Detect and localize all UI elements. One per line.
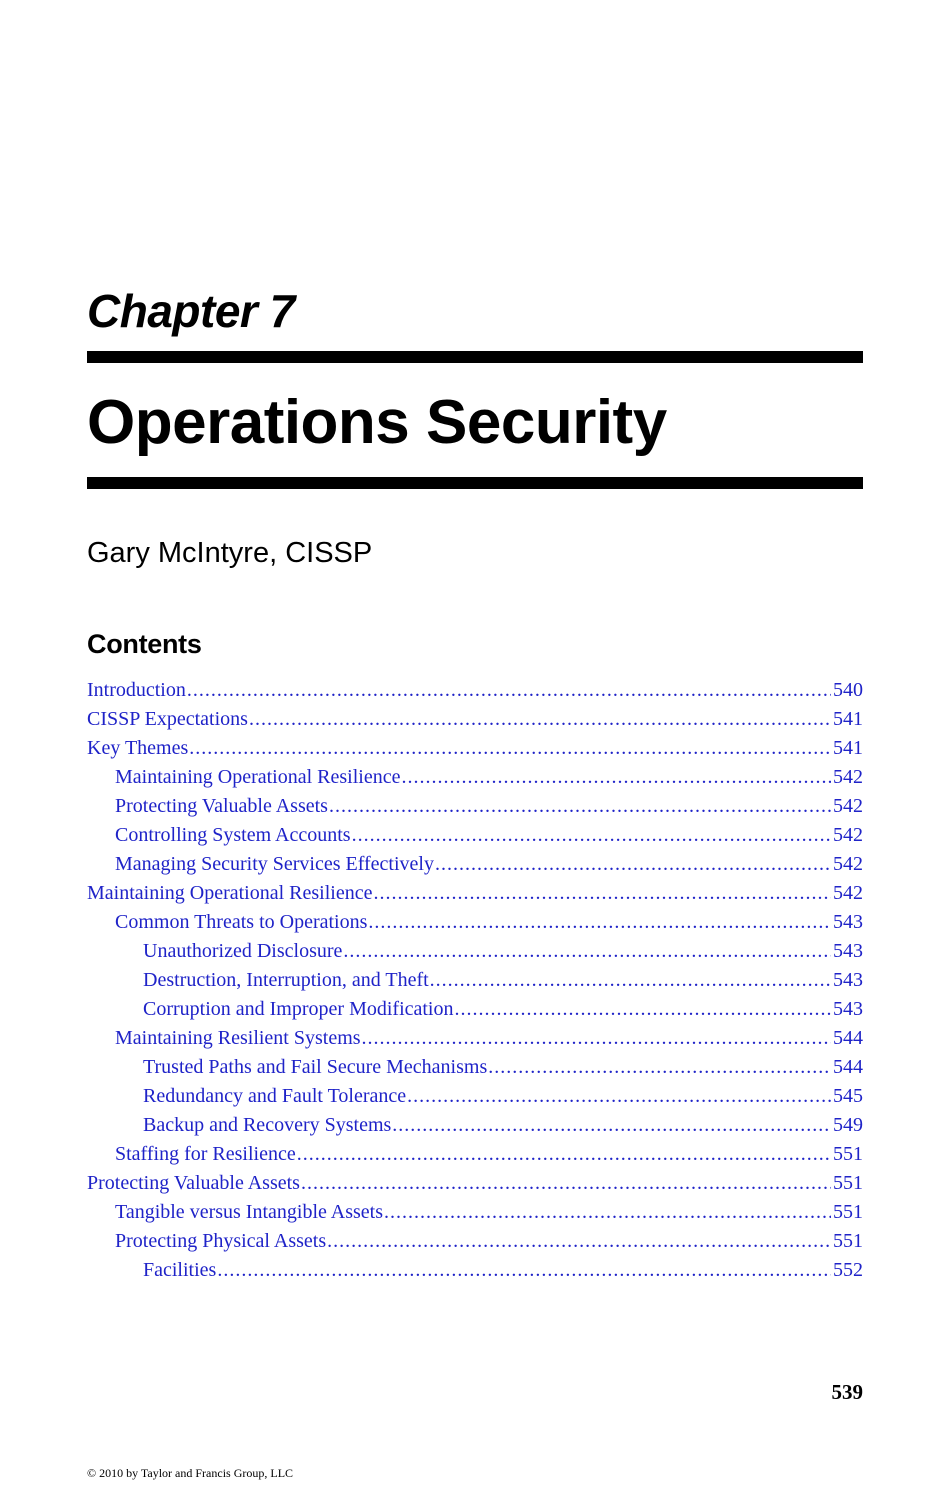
toc-entry-title[interactable]: Staffing for Resilience [115, 1143, 296, 1165]
toc-entry[interactable] [87, 1256, 863, 1285]
toc-entry-title[interactable]: Corruption and Improper Modification [143, 998, 454, 1020]
toc-entry-page[interactable]: 544 [833, 1056, 863, 1078]
toc-entry[interactable] [87, 966, 863, 995]
toc-entry[interactable] [87, 1053, 863, 1082]
toc-entry[interactable] [87, 1111, 863, 1140]
toc-entry-title[interactable]: Introduction [87, 679, 186, 701]
toc-entry-title[interactable]: Protecting Valuable Assets [115, 795, 328, 817]
copyright-notice: © 2010 by Taylor and Francis Group, LLC [87, 1466, 294, 1480]
toc-dot-leader [392, 1111, 831, 1140]
chapter-label: Chapter 7 [87, 285, 295, 337]
page-number: 539 [831, 1380, 863, 1404]
toc-entry-title[interactable]: Key Themes [87, 737, 189, 759]
toc-dot-leader [368, 908, 831, 937]
toc-entry-page[interactable]: 543 [833, 940, 863, 962]
chapter-title: Operations Security [87, 388, 667, 457]
toc-entry-page[interactable]: 544 [833, 1027, 863, 1049]
toc-entry-page[interactable]: 543 [833, 911, 863, 933]
toc-dot-leader [373, 879, 831, 908]
toc-dot-leader [343, 937, 831, 966]
toc-dot-leader [301, 1169, 831, 1198]
toc-entry-page[interactable]: 542 [833, 882, 863, 904]
toc-entry-title[interactable]: Maintaining Operational Resilience [87, 882, 373, 904]
toc-entry[interactable] [87, 763, 863, 792]
toc-dot-leader [488, 1053, 831, 1082]
toc-entry-page[interactable]: 540 [833, 679, 863, 701]
toc-dot-leader [430, 966, 831, 995]
toc-entry-page[interactable]: 551 [833, 1201, 863, 1223]
toc-entry[interactable] [87, 1140, 863, 1169]
toc-entry-title[interactable]: Backup and Recovery Systems [143, 1114, 392, 1136]
title-rule-top [87, 351, 863, 363]
toc-entry-page[interactable]: 552 [833, 1259, 863, 1281]
toc-entry-page[interactable]: 543 [833, 969, 863, 991]
toc-entry-page[interactable]: 549 [833, 1114, 863, 1136]
toc-entry[interactable] [87, 1024, 863, 1053]
toc-dot-leader [384, 1198, 831, 1227]
toc-entry-page[interactable]: 542 [833, 853, 863, 875]
toc-dot-leader [217, 1256, 831, 1285]
toc-dot-leader [401, 763, 831, 792]
toc-entry[interactable] [87, 850, 863, 879]
toc-dot-leader [297, 1140, 831, 1169]
toc-entry-title[interactable]: Common Threats to Operations [115, 911, 368, 933]
contents-heading: Contents [87, 629, 202, 659]
toc-entry-title[interactable]: Maintaining Resilient Systems [115, 1027, 361, 1049]
toc-entry-title[interactable]: CISSP Expectations [87, 708, 248, 730]
toc-entry-page[interactable]: 551 [833, 1230, 863, 1252]
toc-entry-page[interactable]: 541 [833, 708, 863, 730]
toc-entry-title[interactable]: Protecting Physical Assets [115, 1230, 327, 1252]
toc-entry[interactable] [87, 1082, 863, 1111]
toc-entry-title[interactable]: Destruction, Interruption, and Theft [143, 969, 429, 991]
toc-dot-leader [189, 734, 831, 763]
toc-entry-title[interactable]: Managing Security Services Effectively [115, 853, 434, 875]
toc-entry[interactable] [87, 908, 863, 937]
toc-entry[interactable] [87, 705, 863, 734]
toc-dot-leader [249, 705, 831, 734]
toc-dot-leader [455, 995, 832, 1024]
toc-entry-page[interactable]: 545 [833, 1085, 863, 1107]
toc-dot-leader [329, 792, 831, 821]
toc-entry[interactable] [87, 792, 863, 821]
toc-entry[interactable] [87, 676, 863, 705]
toc-dot-leader [352, 821, 831, 850]
toc-entry[interactable] [87, 995, 863, 1024]
toc-dot-leader [362, 1024, 831, 1053]
toc-dot-leader [407, 1082, 831, 1111]
toc-entry-title[interactable]: Controlling System Accounts [115, 824, 351, 846]
toc-entry-page[interactable]: 551 [833, 1172, 863, 1194]
chapter-author: Gary McIntyre, CISSP [87, 537, 373, 569]
toc-entry[interactable] [87, 937, 863, 966]
toc-entry-title[interactable]: Maintaining Operational Resilience [115, 766, 401, 788]
toc-entry-title[interactable]: Unauthorized Disclosure [143, 940, 343, 962]
toc-dot-leader [187, 676, 831, 705]
toc-entry[interactable] [87, 734, 863, 763]
toc-entry-page[interactable]: 542 [833, 795, 863, 817]
toc-entry-page[interactable]: 543 [833, 998, 863, 1020]
toc-entry-title[interactable]: Protecting Valuable Assets [87, 1172, 300, 1194]
toc-entry[interactable] [87, 1227, 863, 1256]
toc-entry-title[interactable]: Tangible versus Intangible Assets [115, 1201, 383, 1223]
toc-entry-title[interactable]: Trusted Paths and Fail Secure Mechanisms [143, 1056, 488, 1078]
toc-entry-title[interactable]: Facilities [143, 1259, 217, 1281]
toc-entry-page[interactable]: 542 [833, 824, 863, 846]
toc-dot-leader [327, 1227, 831, 1256]
toc-entry-page[interactable]: 542 [833, 766, 863, 788]
toc-entry[interactable] [87, 1198, 863, 1227]
toc-entry[interactable] [87, 879, 863, 908]
toc-entry-page[interactable]: 551 [833, 1143, 863, 1165]
table-of-contents [87, 676, 863, 1285]
toc-entry-title[interactable]: Redundancy and Fault Tolerance [143, 1085, 407, 1107]
toc-entry-page[interactable]: 541 [833, 737, 863, 759]
title-rule-bottom [87, 477, 863, 489]
toc-entry[interactable] [87, 821, 863, 850]
toc-entry[interactable] [87, 1169, 863, 1198]
toc-dot-leader [435, 850, 831, 879]
